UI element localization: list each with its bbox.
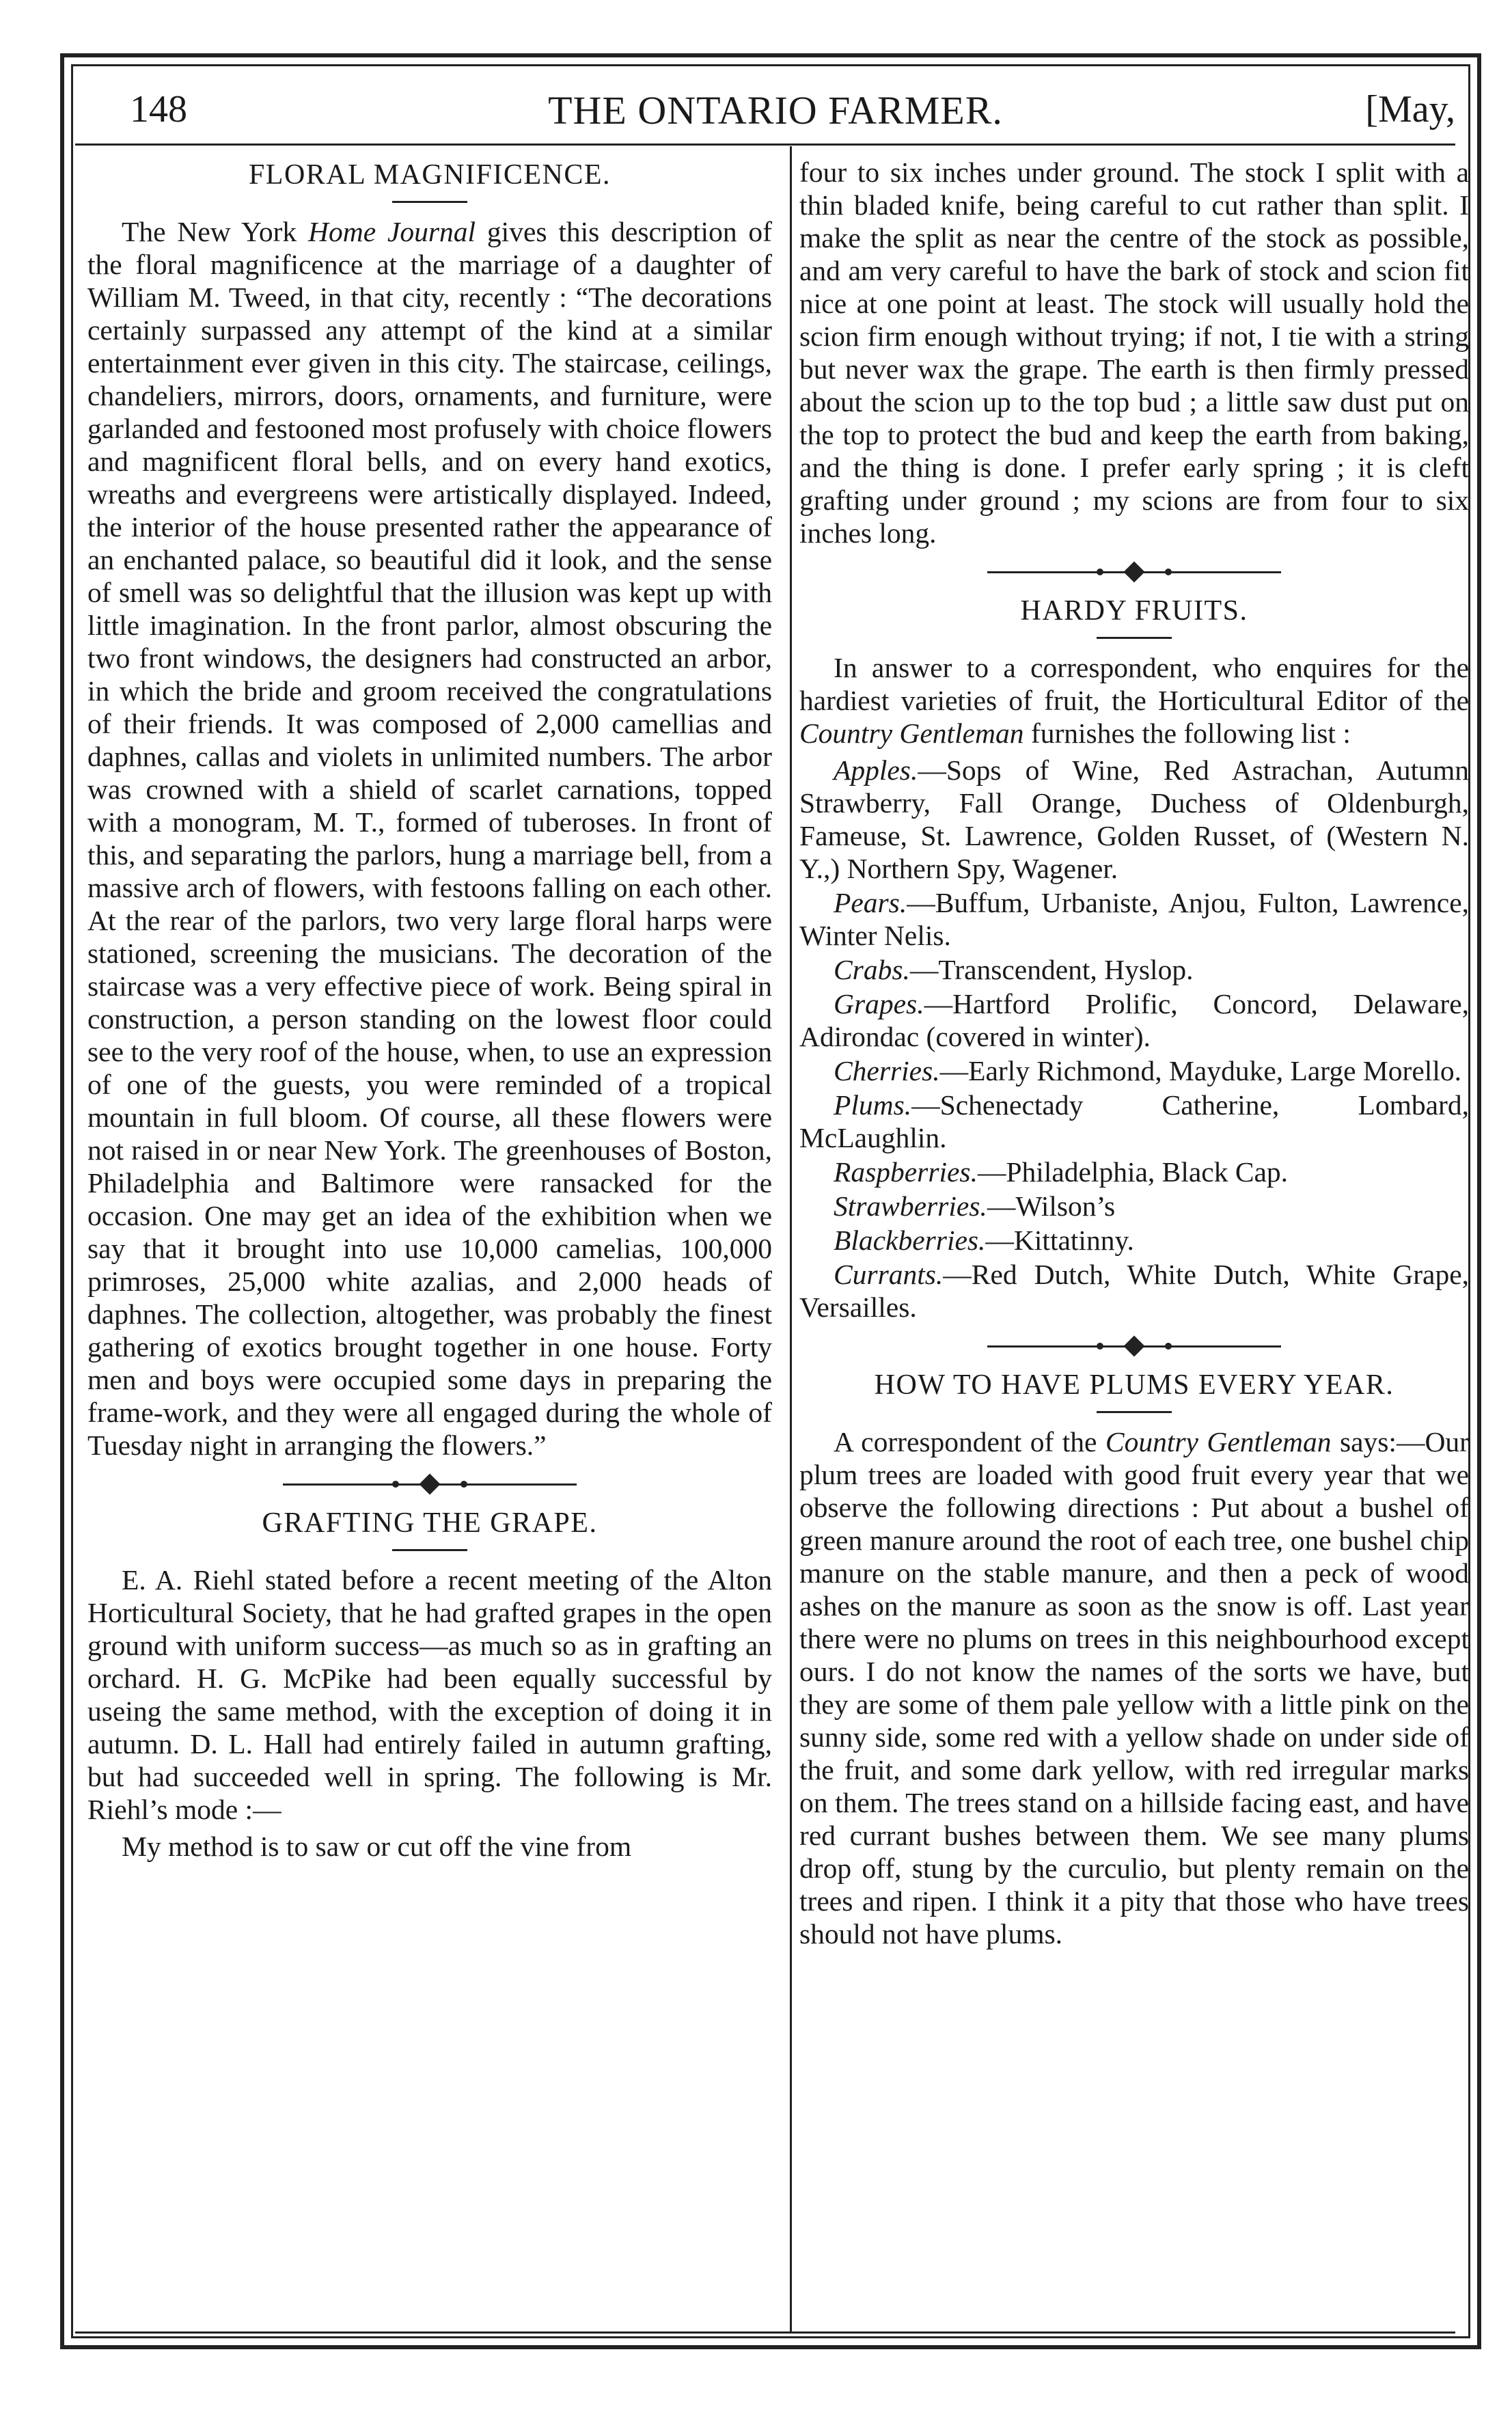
grafting-body-2: My method is to saw or cut off the vine from xyxy=(122,1831,632,1862)
article-heading-grafting: GRAFTING THE GRAPE. xyxy=(262,1507,598,1539)
journal-title: THE ONTARIO FARMER. xyxy=(548,88,1003,133)
page-number: 148 xyxy=(130,88,187,131)
plums-body: A correspondent of the Country Gentleman says:—Our plum trees are loaded with good fruit every year that we observe the following directions : Put about a bushel of green manure around the root of each tree, one bushel chip manure on the stable manure, and then a peck of wood ashes on the manure as soon as the snow is off. Last year there were no plums on trees in this neighbourhood except ours. I do not know the names of the sorts we have, but they are some of them pale yellow with a little pink on the sunny side, some red with a yellow shade on under side of the fruit, and some dark yellow, with red irregular marks on them. The trees stand on a hillside facing east, and have red currant bushes between them. We see many plums drop off, stung by the curculio, but plenty remain on the trees and ripen. I think it a pity that those who have trees should not have plums. xyxy=(799,1426,1470,1950)
fruit-entry: Currants.—Red Dutch, White Dutch, White Grape, Versailles. xyxy=(799,1259,1469,1323)
hardy-fruits-intro: In answer to a correspondent, who enquires for the hardiest varieties of fruit, the Horticultural Editor of the Country Gentleman furnishes the following list : xyxy=(799,652,1469,749)
left-column xyxy=(87,156,772,1867)
fruit-entry: Plums.—Schenectady Catherine, Lombard, McLaughlin. xyxy=(799,1089,1469,1153)
heading-rule xyxy=(392,201,467,203)
page-header xyxy=(96,81,1455,142)
section-ornament xyxy=(283,1475,577,1493)
floral-body: The New York Home Journal gives this description of the floral magnificence at the marriage of a daughter of William M. Tweed, in that city, recently : “The decorations certainly surpassed any attempt of the kind at a similar entertainment ever given in this city. The staircase, ceilings, chandeliers, mirrors, doors, ornaments, and furniture, were garlanded and festooned most profusely with choice flowers and magnificent floral bells, and on every hand exotics, wreaths and evergreens were artistically displayed. Indeed, the interior of the house presented rather the appearance of an enchanted palace, so beautiful did it look, and the sense of smell was so delightful that the illusion was kept up with little imagination. In the front parlor, almost obscuring the two front windows, the designers had constructed an arbor, in which the bride and groom received the congratulations of their friends. It was composed of 2,000 camellias and daphnes, callas and violets in unlimited numbers. The arbor was crowned with a shield of scarlet carnations, topped with a monogram, M. T., formed of tuberoses. In front of this, and separating the parlors, hung a marriage bell, from a massive arch of flowers, with festoons falling on each other. At the rear of the parlors, two very large floral harps were stationed, screening the musicians. The decoration of the staircase was a very effective piece of work. Being spiral in construction, a person standing on the lowest floor could see to the very roof of the house, when, to use an expression of one of the guests, you were reminded of a tropical mountain in full bloom. Of course, all these flowers were not raised in or near New York. The greenhouses of Boston, Philadelphia and Baltimore were ransacked for the occasion. One may get an idea of the exhibition when we say that it brought into use 10,000 camelias, 100,000 primroses, 25,000 white azalias, and 2,000 heads of daphnes. The collection, altogether, was probably the finest gathering of exotics brought together in one house. Forty men and boys were occupied some days in preparing the frame-work, and they were all engaged during the whole of Tuesday night in arranging the flowers.” xyxy=(87,216,772,1461)
fruit-entry: Raspberries.—Philadelphia, Black Cap. xyxy=(834,1156,1289,1188)
article-heading-plums: HOW TO HAVE PLUMS EVERY YEAR. xyxy=(874,1369,1394,1401)
grafting-body-1: E. A. Riehl stated before a recent meeting of the Alton Horticultural Society, that he had grafted grapes in the open ground with uniform success—as much so as in grafting an orchard. H. G. McPike had been equally successful by useing the same method, with the exception of doing it in autumn. D. L. Hall had entirely failed in autumn grafting, but had succeeded well in spring. The following is Mr. Riehl’s mode :— xyxy=(87,1564,772,1825)
article-heading-hardy-fruits: HARDY FRUITS. xyxy=(1020,595,1248,627)
fruit-entry: Crabs.—Transcendent, Hyslop. xyxy=(834,954,1194,985)
fruit-entry: Cherries.—Early Richmond, Mayduke, Large Morello. xyxy=(834,1055,1461,1086)
heading-rule xyxy=(1097,637,1172,639)
footer-rule xyxy=(75,2331,1455,2334)
fruit-entry: Strawberries.—Wilson’s xyxy=(834,1190,1116,1222)
publication-name: Country Gentleman xyxy=(1105,1426,1332,1458)
issue-month: [May, xyxy=(1365,88,1455,131)
heading-rule xyxy=(1097,1411,1172,1413)
fruit-entry: Pears.—Buffum, Urbaniste, Anjou, Fulton, Lawrence, Winter Nelis. xyxy=(799,887,1469,951)
column-divider xyxy=(790,146,792,2333)
fruit-list xyxy=(799,754,1469,1324)
fruit-entry: Blackberries.—Kittatinny. xyxy=(834,1225,1134,1256)
header-rule xyxy=(75,143,1455,146)
heading-rule xyxy=(392,1549,467,1551)
section-ornament xyxy=(987,1337,1281,1355)
section-ornament xyxy=(987,563,1281,581)
article-heading-floral: FLORAL MAGNIFICENCE. xyxy=(248,159,611,191)
publication-name: Home Journal xyxy=(308,216,476,247)
grafting-continued: four to six inches under ground. The stock I split with a thin bladed knife, being careful to cut rather than split. I make the split as near the centre of the stock as possible, and am very careful to have the bark of stock and scion fit nice at one point at least. The stock will usually hold the scion firm enough without trying; if not, I tie with a string but never wax the grape. The earth is then firmly pressed about the scion up to the top bud ; a little saw dust put on the top to protect the bud and keep the earth from baking, and the thing is done. I prefer early spring ; it is cleft grafting under ground ; my scions are from four to six inches long. xyxy=(799,156,1469,549)
right-column xyxy=(799,156,1469,1954)
fruit-entry: Apples.—Sops of Wine, Red Astrachan, Autumn Strawberry, Fall Orange, Duchess of Oldenburgh, Fameuse, St. Lawrence, Golden Russet, of (Western N. Y.,) Northern Spy, Wagener. xyxy=(799,754,1469,884)
fruit-entry: Grapes.—Hartford Prolific, Concord, Delaware, Adirondac (covered in winter). xyxy=(799,988,1469,1052)
publication-name: Country Gentleman xyxy=(799,717,1024,749)
